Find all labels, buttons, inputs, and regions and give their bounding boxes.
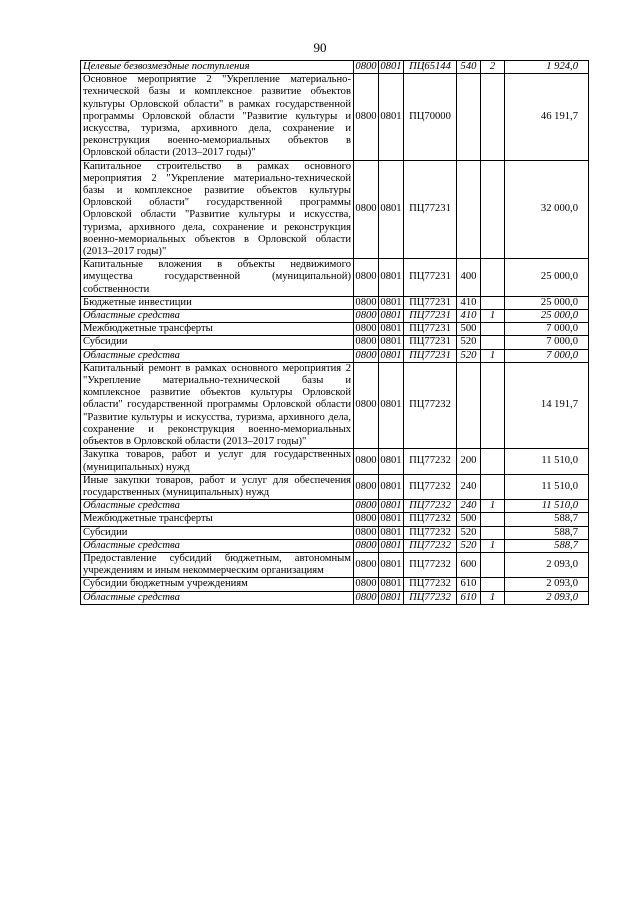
funding-source-code: 1: [481, 591, 505, 604]
row-name: Бюджетные инвестиции: [81, 296, 354, 309]
target-article-code: ПЦ77232: [404, 449, 457, 474]
budget-table: [80, 60, 589, 605]
section-code: 0800: [355, 296, 377, 308]
page-number: 90: [313, 40, 327, 55]
row-name: Межбюджетные трансферты: [81, 513, 354, 526]
table-row: [81, 160, 589, 259]
target-article-code: ПЦ77231: [404, 323, 457, 336]
row-name: Областные средства: [81, 310, 354, 323]
target-article-code: ПЦ77232: [404, 539, 457, 552]
expense-type-code: 500: [457, 513, 481, 526]
amount: 588,7: [505, 526, 589, 539]
table-row: [81, 526, 589, 539]
table-row: [81, 449, 589, 474]
section-code: 0800: [354, 474, 379, 499]
amount: 588,7: [505, 539, 589, 552]
expense-type-code: 600: [457, 552, 481, 577]
subsection-code: 0801: [380, 526, 402, 538]
expense-type-code: 520: [457, 526, 481, 539]
amount: 588,7: [505, 513, 589, 526]
funding-source-code: 1: [481, 349, 505, 362]
subsection-code: 0801: [380, 578, 402, 590]
row-name: Капитальное строительство в рамках основного мероприятия 2 "Укрепление материально-технической базы и комплексное развитие объектов культуры Орловской области" государственной программы Орловской области "Развитие культуры и искусства, туризма, архивного дела, сохранение и реконструкция военно-мемориальных объектов в Орловской области (2013–2017 годы)": [81, 160, 354, 259]
subsection-code: 0801: [380, 336, 402, 348]
funding-source-code: [481, 513, 505, 526]
target-article-code: ПЦ77232: [404, 513, 457, 526]
target-article-code: ПЦ77232: [404, 591, 457, 604]
expense-type-code: 610: [457, 578, 481, 591]
section-code: 0800: [355, 500, 377, 512]
subsection-code: 0801: [379, 160, 404, 259]
expense-type-code: 610: [457, 591, 481, 604]
section-code: 0800: [354, 449, 379, 474]
subsection-code: 0801: [380, 310, 402, 322]
section-code: 0800: [355, 323, 377, 335]
target-article-code: ПЦ77232: [404, 578, 457, 591]
expense-type-code: [457, 74, 481, 160]
row-name: Закупка товаров, работ и услуг для государственных (муниципальных) нужд: [81, 449, 354, 474]
expense-type-code: 500: [457, 323, 481, 336]
table-row: [81, 513, 589, 526]
amount: 32 000,0: [505, 160, 589, 259]
target-article-code: ПЦ65144: [404, 61, 457, 74]
section-code: 0800: [355, 513, 377, 525]
section-code: 0800: [354, 160, 379, 259]
funding-source-code: [481, 323, 505, 336]
subsection-code: 0801: [380, 539, 402, 551]
amount: 2 093,0: [505, 552, 589, 577]
table-row: [81, 578, 589, 591]
target-article-code: ПЦ77232: [404, 500, 457, 513]
row-name: Капитальные вложения в объекты недвижимого имущества государственной (муниципальной) собственности: [81, 259, 354, 297]
subsection-code: 0801: [380, 513, 402, 525]
table-row: [81, 474, 589, 499]
row-name: Областные средства: [81, 591, 354, 604]
target-article-code: ПЦ77231: [404, 259, 457, 297]
row-name: Целевые безвозмездные поступления: [81, 61, 354, 74]
funding-source-code: 1: [481, 500, 505, 513]
target-article-code: ПЦ77231: [404, 160, 457, 259]
row-name: Межбюджетные трансферты: [81, 323, 354, 336]
expense-type-code: 520: [457, 539, 481, 552]
amount: 1 924,0: [505, 61, 589, 74]
funding-source-code: 1: [481, 310, 505, 323]
funding-source-code: [481, 362, 505, 448]
target-article-code: ПЦ77232: [404, 474, 457, 499]
funding-source-code: [481, 578, 505, 591]
subsection-code: 0801: [380, 61, 402, 72]
amount: 25 000,0: [505, 310, 589, 323]
section-code: 0800: [355, 526, 377, 538]
row-name: Субсидии бюджетным учреждениям: [81, 578, 354, 591]
table-row: [81, 310, 589, 323]
funding-source-code: [481, 474, 505, 499]
table-row: [81, 74, 589, 160]
section-code: 0800: [355, 336, 377, 348]
amount: 11 510,0: [505, 449, 589, 474]
amount: 2 093,0: [505, 578, 589, 591]
amount: 25 000,0: [505, 296, 589, 309]
row-name: Областные средства: [81, 349, 354, 362]
row-name: Основное мероприятие 2 "Укрепление материально-технической базы и комплексное развитие объектов культуры Орловской области" в рамках государственной программы Орловской области "Развитие культуры и искусства, туризма, архивного дела, сохранение и реконструкция военно-мемориальных объектов в Орловской области (2013–2017 годы)": [81, 74, 354, 160]
expense-type-code: 520: [457, 336, 481, 349]
table-row: [81, 552, 589, 577]
target-article-code: ПЦ77231: [404, 336, 457, 349]
subsection-code: 0801: [379, 74, 404, 160]
expense-type-code: 520: [457, 349, 481, 362]
subsection-code: 0801: [380, 500, 402, 512]
subsection-code: 0801: [379, 362, 404, 448]
expense-type-code: 400: [457, 259, 481, 297]
amount: 7 000,0: [505, 349, 589, 362]
subsection-code: 0801: [379, 474, 404, 499]
target-article-code: ПЦ77232: [404, 526, 457, 539]
table-row: [81, 362, 589, 448]
table-row: [81, 259, 589, 297]
amount: 7 000,0: [505, 323, 589, 336]
expense-type-code: 410: [457, 296, 481, 309]
section-code: 0800: [354, 362, 379, 448]
target-article-code: ПЦ70000: [404, 74, 457, 160]
subsection-code: 0801: [379, 449, 404, 474]
section-code: 0800: [355, 61, 377, 72]
table-row: [81, 539, 589, 552]
subsection-code: 0801: [380, 296, 402, 308]
expense-type-code: 540: [457, 61, 481, 74]
expense-type-code: 240: [457, 500, 481, 513]
table-row: [81, 336, 589, 349]
section-code: 0800: [354, 74, 379, 160]
row-name: Капитальный ремонт в рамках основного мероприятия 2 "Укрепление материально-технической базы и комплексное развитие объектов культуры Орловской области" государственной программы Орловской области "Развитие культуры и искусства, туризма, архивного дела, сохранение и реконструкция военно-мемориальных объектов в Орловской области (2013–2017 годы)": [81, 362, 354, 448]
table-row: [81, 591, 589, 604]
expense-type-code: 410: [457, 310, 481, 323]
target-article-code: ПЦ77232: [404, 362, 457, 448]
row-name: Иные закупки товаров, работ и услуг для обеспечения государственных (муниципальных) нужд: [81, 474, 354, 499]
row-name: Субсидии: [81, 526, 354, 539]
subsection-code: 0801: [380, 323, 402, 335]
amount: 25 000,0: [505, 259, 589, 297]
target-article-code: ПЦ77231: [404, 310, 457, 323]
expense-type-code: [457, 362, 481, 448]
row-name: Предоставление субсидий бюджетным, автономным учреждениям и иным некоммерческим организациям: [81, 552, 354, 577]
funding-source-code: [481, 74, 505, 160]
subsection-code: 0801: [379, 552, 404, 577]
funding-source-code: [481, 552, 505, 577]
subsection-code: 0801: [379, 259, 404, 297]
funding-source-code: [481, 259, 505, 297]
section-code: 0800: [355, 578, 377, 590]
amount: 46 191,7: [505, 74, 589, 160]
target-article-code: ПЦ77231: [404, 296, 457, 309]
amount: 14 191,7: [505, 362, 589, 448]
table-row: [81, 296, 589, 309]
section-code: 0800: [355, 539, 377, 551]
target-article-code: ПЦ77232: [404, 552, 457, 577]
funding-source-code: [481, 160, 505, 259]
row-name: Областные средства: [81, 539, 354, 552]
row-name: Субсидии: [81, 336, 354, 349]
funding-source-code: 2: [481, 61, 505, 74]
amount: 2 093,0: [505, 591, 589, 604]
table-row: [81, 61, 589, 74]
section-code: 0800: [355, 591, 377, 603]
funding-source-code: [481, 296, 505, 309]
section-code: 0800: [354, 552, 379, 577]
table-row: [81, 349, 589, 362]
table-row: [81, 500, 589, 513]
section-code: 0800: [355, 310, 377, 322]
funding-source-code: 1: [481, 539, 505, 552]
subsection-code: 0801: [380, 349, 402, 361]
section-code: 0800: [355, 349, 377, 361]
funding-source-code: [481, 526, 505, 539]
section-code: 0800: [354, 259, 379, 297]
amount: 11 510,0: [505, 474, 589, 499]
funding-source-code: [481, 449, 505, 474]
amount: 11 510,0: [505, 500, 589, 513]
expense-type-code: 200: [457, 449, 481, 474]
table-row: [81, 323, 589, 336]
target-article-code: ПЦ77231: [404, 349, 457, 362]
expense-type-code: [457, 160, 481, 259]
row-name: Областные средства: [81, 500, 354, 513]
expense-type-code: 240: [457, 474, 481, 499]
funding-source-code: [481, 336, 505, 349]
amount: 7 000,0: [505, 336, 589, 349]
subsection-code: 0801: [380, 591, 402, 603]
